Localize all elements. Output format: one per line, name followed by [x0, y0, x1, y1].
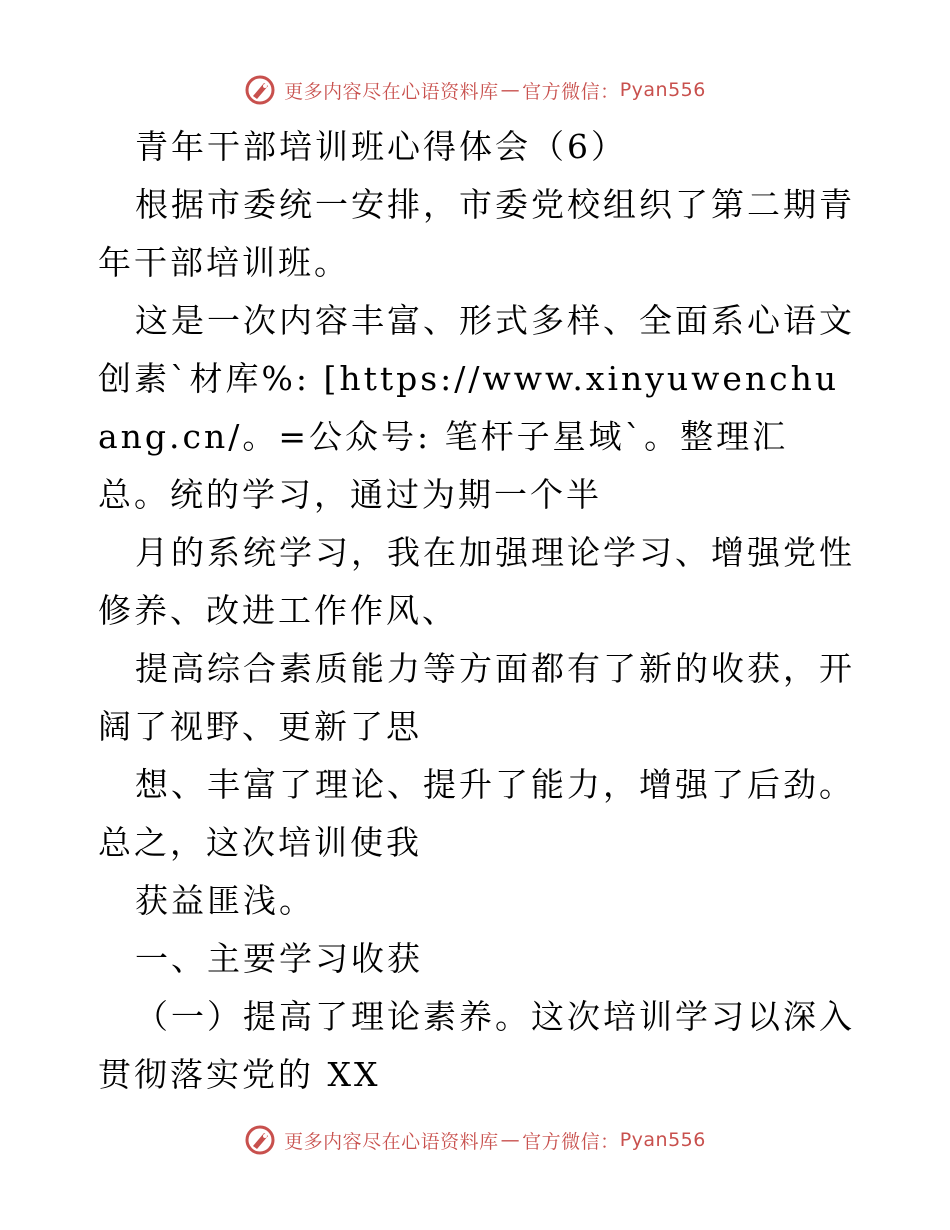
- paragraph: 提高综合素质能力等方面都有了新的收获，开阔了视野、更新了思: [98, 649, 855, 746]
- paragraph: 这是一次内容丰富、形式多样、全面系心语文创素`材库%: [https://www.xinyuwenchuang.cn/。=公众号: 笔杆子星域`。整理汇总。统的学习，通过为期一个半: [98, 301, 855, 514]
- banner-text: 更多内容尽在心语资料库: [284, 80, 499, 103]
- footer-watermark-banner: [0, 1120, 950, 1160]
- section-heading: 一、主要学习收获: [135, 939, 423, 978]
- paragraph: 获益匪浅。: [135, 881, 315, 920]
- banner-account: Pyan556: [619, 79, 706, 101]
- banner-separator: —: [500, 79, 521, 101]
- document-body: [98, 118, 858, 1104]
- banner-account: Pyan556: [619, 1129, 706, 1151]
- paragraph: 根据市委统一安排，市委党校组织了第二期青年干部培训班。: [98, 185, 855, 282]
- paragraph: 想、丰富了理论、提升了能力，增强了后劲。总之，这次培训使我: [98, 765, 855, 862]
- pen-nib-circle-icon: [244, 1124, 276, 1156]
- paragraph: 月的系统学习，我在加强理论学习、增强党性修养、改进工作作风、: [98, 533, 855, 630]
- banner-text: 更多内容尽在心语资料库: [284, 1130, 499, 1153]
- pen-nib-circle-icon: [244, 74, 276, 106]
- banner-wechat-label: 官方微信：: [522, 1130, 620, 1153]
- paragraph: （一）提高了理论素养。这次培训学习以深入贯彻落实党的 XX: [98, 997, 855, 1094]
- banner-separator: —: [500, 1129, 521, 1151]
- header-watermark-banner: [0, 70, 950, 110]
- document-title: 青年干部培训班心得体会（6）: [135, 127, 627, 166]
- banner-wechat-label: 官方微信：: [522, 80, 620, 103]
